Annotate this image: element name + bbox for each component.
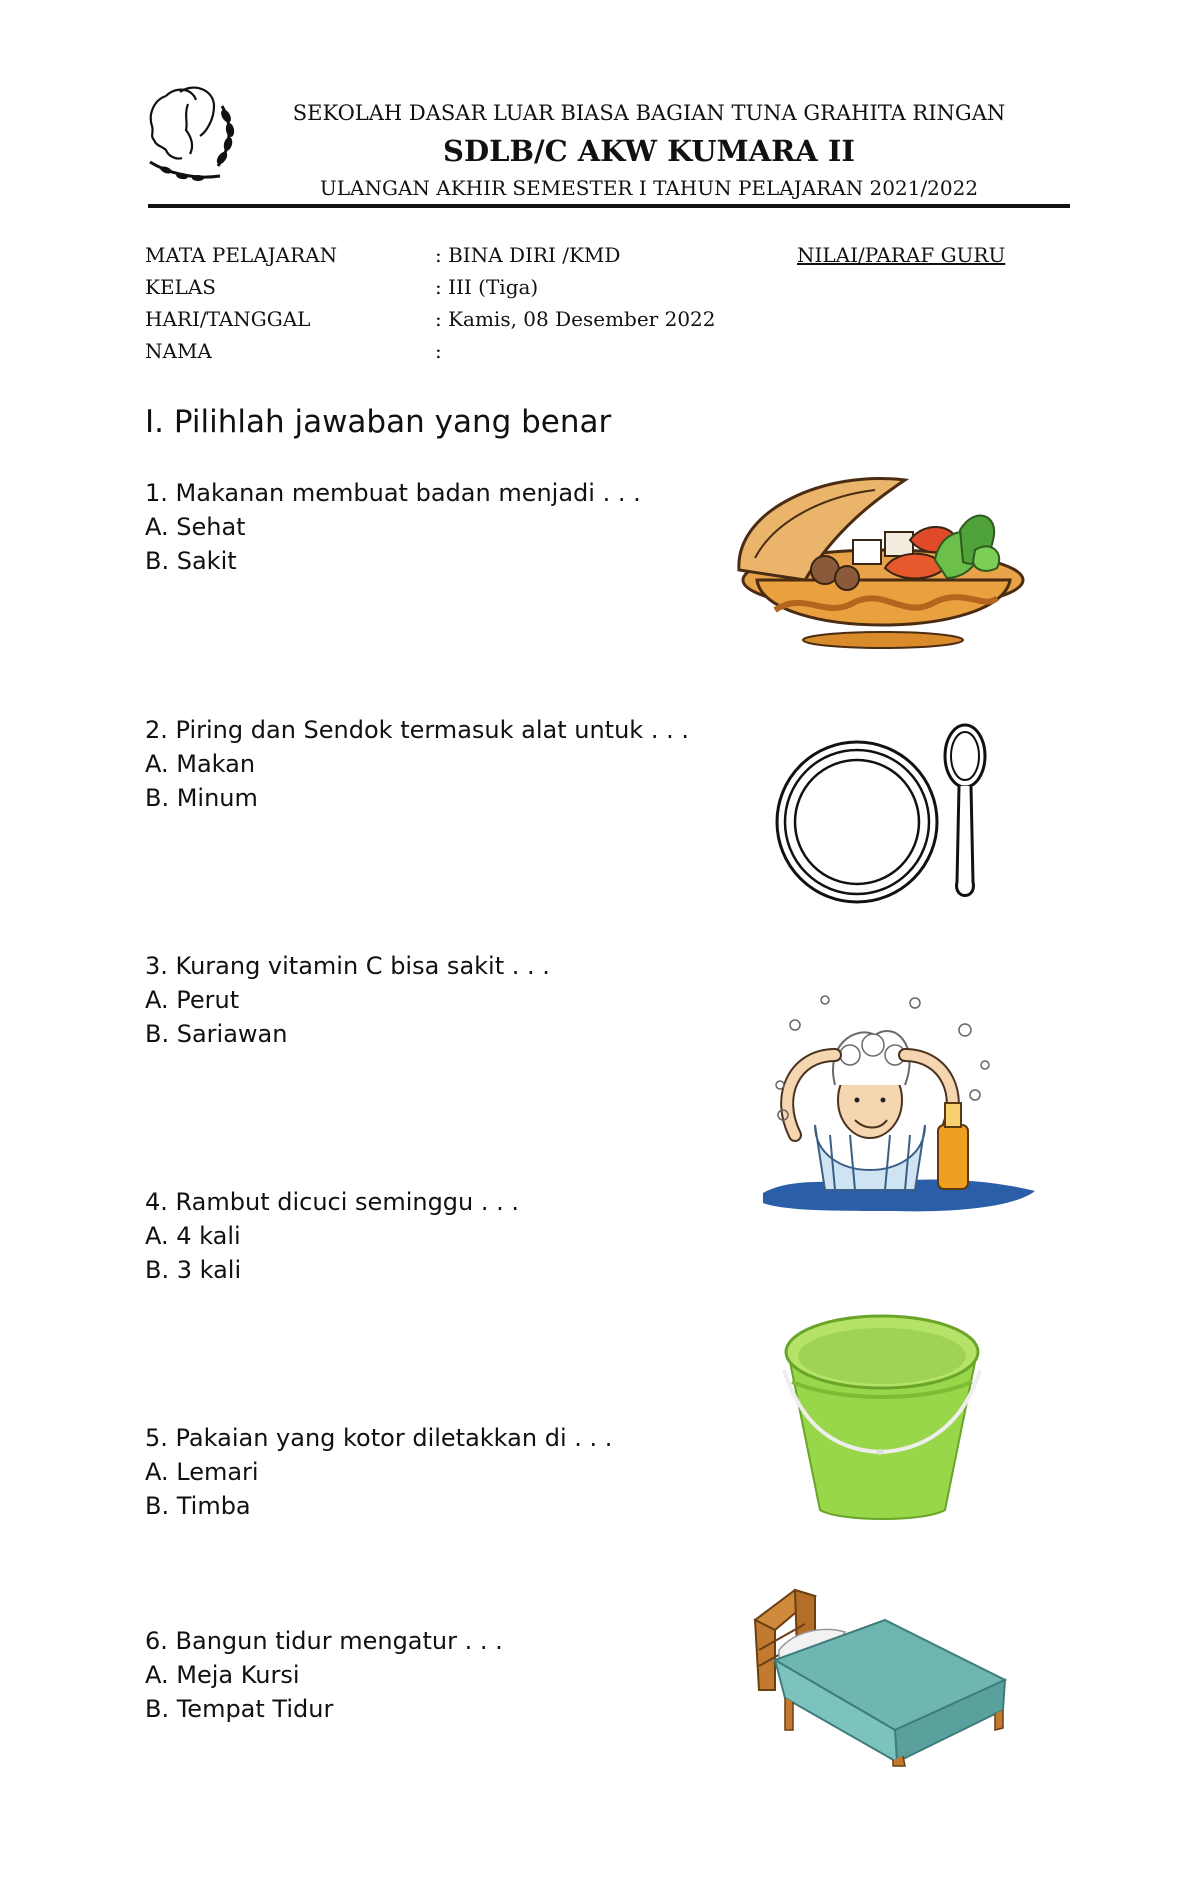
- question-text: 3. Kurang vitamin C bisa sakit . . .: [145, 952, 550, 980]
- header-divider: [148, 204, 1070, 208]
- hair-washing-icon: [755, 985, 1040, 1225]
- option-a: A. Sehat: [145, 513, 246, 541]
- option-a: A. Lemari: [145, 1458, 259, 1486]
- school-type-line: SEKOLAH DASAR LUAR BIASA BAGIAN TUNA GRAHITA RINGAN: [292, 101, 1006, 125]
- option-a: A. Makan: [145, 750, 256, 778]
- food-pot-icon: [735, 470, 1030, 655]
- class-value: : III (Tiga): [435, 275, 539, 299]
- option-b: B. 3 kali: [145, 1256, 242, 1284]
- question-text: 1. Makanan membuat badan menjadi . . .: [145, 479, 641, 507]
- subject-value: : BINA DIRI /KMD: [435, 243, 621, 267]
- name-value: :: [435, 339, 442, 363]
- option-b: B. Timba: [145, 1492, 251, 1520]
- name-label: NAMA: [145, 339, 212, 363]
- plate-spoon-icon: [775, 722, 1000, 912]
- option-b: B. Sakit: [145, 547, 237, 575]
- exam-title: ULANGAN AKHIR SEMESTER I TAHUN PELAJARAN 2021/2022: [319, 176, 979, 200]
- question-5: [145, 1421, 612, 1523]
- question-text: 2. Piring dan Sendok termasuk alat untuk . . .: [145, 716, 689, 744]
- option-b: B. Minum: [145, 784, 258, 812]
- section-title: I. Pilihlah jawaban yang benar: [145, 404, 612, 440]
- class-label: KELAS: [145, 275, 216, 299]
- date-value: : Kamis, 08 Desember 2022: [435, 307, 716, 331]
- school-name: SDLB/C AKW KUMARA II: [443, 134, 855, 168]
- question-text: 5. Pakaian yang kotor diletakkan di . . .: [145, 1424, 613, 1452]
- question-3: [145, 949, 550, 1051]
- option-a: A. 4 kali: [145, 1222, 241, 1250]
- question-4: [145, 1185, 519, 1287]
- grade-signature-label: NILAI/PARAF GURU: [797, 243, 1006, 267]
- option-a: A. Meja Kursi: [145, 1661, 300, 1689]
- option-a: A. Perut: [145, 986, 240, 1014]
- question-text: 6. Bangun tidur mengatur . . .: [145, 1627, 503, 1655]
- option-b: B. Tempat Tidur: [145, 1695, 334, 1723]
- bed-icon: [745, 1580, 1015, 1770]
- school-logo: [136, 76, 252, 186]
- question-text: 4. Rambut dicuci seminggu . . .: [145, 1188, 520, 1216]
- question-1: [145, 476, 641, 578]
- subject-label: MATA PELAJARAN: [145, 243, 338, 267]
- question-6: [145, 1624, 503, 1726]
- option-b: B. Sariawan: [145, 1020, 288, 1048]
- date-label: HARI/TANGGAL: [145, 307, 311, 331]
- question-2: [145, 713, 689, 815]
- bucket-icon: [780, 1310, 985, 1520]
